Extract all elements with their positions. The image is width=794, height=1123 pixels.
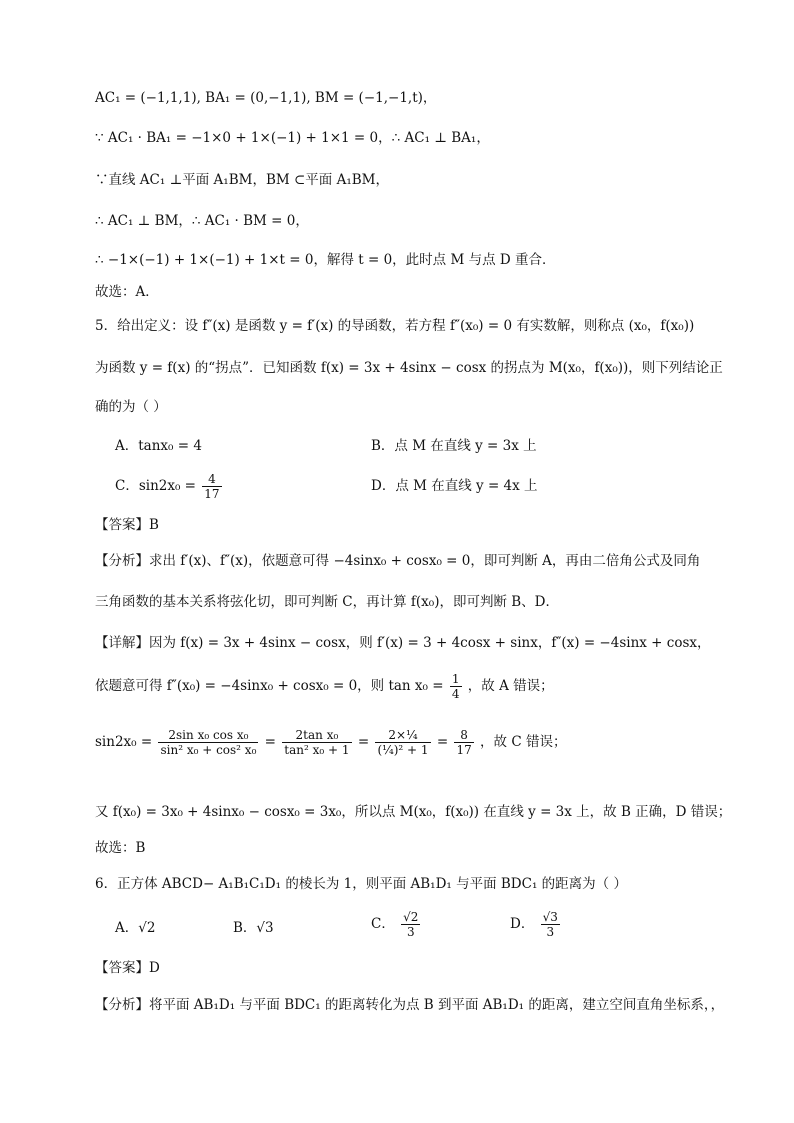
numerator: 1 <box>451 672 460 686</box>
q5-option-b: B．点 M 在直线 y = 3x 上 <box>371 438 537 454</box>
fraction-4 <box>454 728 473 757</box>
q6-option-b: B．√3 <box>233 920 274 936</box>
answer-value: B <box>149 517 159 533</box>
answer-tag: 【答案】 <box>95 517 149 532</box>
analysis-text: 求出 f′(x)、f″(x)，依题意可得 −4sinx₀ + cosx₀ = 0，即可判断 A，再由二倍角公式及同角 <box>149 553 701 569</box>
detail-text: 依题意可得 f″(x₀) = −4sinx₀ + cosx₀ = 0，则 tan x₀ = <box>95 678 444 694</box>
denominator: 4 <box>451 687 460 701</box>
denominator: (¼)² + 1 <box>377 743 429 757</box>
analysis-5-line-2: 三角函数的基本关系将弦化切，即可判断 C，再计算 f(x₀)，即可判断 B、D． <box>95 594 560 610</box>
detail-text: ，故 A 错误； <box>467 678 554 694</box>
fraction-3 <box>375 728 430 757</box>
q6-option-c-prefix: C． <box>371 916 395 932</box>
answer-6 <box>95 958 160 978</box>
detail-tag: 【详解】 <box>95 635 149 650</box>
detail-5-line-2 <box>95 672 554 701</box>
detail-5-line-4: 又 f(x₀) = 3x₀ + 4sinx₀ − cosx₀ = 3x₀，所以点 M(x₀，f(x₀)) 在直线 y = 3x 上，故 B 正确，D 错误； <box>95 804 732 820</box>
detail-text: sin2x₀ = <box>95 734 153 750</box>
q6-option-d-prefix: D． <box>510 916 535 932</box>
solution-line-dot-zero: ∴ AC₁ ⊥ BM，∴ AC₁ · BM = 0， <box>95 213 309 229</box>
q5-option-c-fraction <box>202 472 221 501</box>
q5-option-d: D．点 M 在直线 y = 4x 上 <box>371 478 538 494</box>
analysis-6 <box>95 995 724 1015</box>
solution-line-solve-t: ∴ −1×(−1) + 1×(−1) + 1×t = 0，解得 t = 0，此时点 M 与点 D 重合． <box>95 252 556 268</box>
q5-option-c <box>115 472 224 501</box>
fraction-2 <box>282 728 351 757</box>
detail-text: ，故 C 错误； <box>480 734 567 750</box>
analysis-tag: 【分析】 <box>95 553 149 568</box>
question-5-line-3: 确的为（ ） <box>95 399 167 415</box>
denominator: 17 <box>204 487 220 501</box>
question-6: 6．正方体 ABCD− A₁B₁C₁D₁ 的棱长为 1，则平面 AB₁D₁ 与平面 BDC₁ 的距离为（ ） <box>95 876 627 892</box>
numerator: 2sin x₀ cos x₀ <box>158 728 258 743</box>
answer-value: D <box>149 960 160 976</box>
numerator: √2 <box>403 910 419 924</box>
answer-tag: 【答案】 <box>95 960 149 975</box>
answer-5 <box>95 515 159 535</box>
solution-line-perpendicular: ∵直线 AC₁ ⊥平面 A₁BM，BM ⊂平面 A₁BM， <box>95 172 390 188</box>
q6-option-d-fraction <box>541 910 560 939</box>
solution-line-choose-a: 故选：A． <box>95 284 159 300</box>
detail-text: 因为 f(x) = 3x + 4sinx − cosx，则 f′(x) = 3 + 4cosx + sinx，f″(x) = −4sinx + cosx， <box>149 635 711 651</box>
question-5-line-1: 5．给出定义：设 f″(x) 是函数 y = f′(x) 的导函数，若方程 f″(x₀) = 0 有实数解，则称点 (x₀，f(x₀)) <box>95 318 695 334</box>
solution-line-dot-product: ∵ AC₁ · BA₁ = −1×0 + 1×(−1) + 1×1 = 0，∴ AC₁ ⊥ BA₁， <box>95 130 490 146</box>
numerator: √3 <box>542 910 558 924</box>
denominator: 17 <box>456 743 472 757</box>
fraction-1 <box>158 728 258 757</box>
denominator: 3 <box>406 925 415 939</box>
analysis-5-line-1 <box>95 551 700 571</box>
tan-fraction <box>450 672 462 701</box>
detail-5-line-5: 故选：B <box>95 840 146 856</box>
numerator: 2tan x₀ <box>282 728 351 743</box>
q6-option-c-fraction <box>401 910 420 939</box>
denominator: 3 <box>546 925 555 939</box>
analysis-text: 将平面 AB₁D₁ 与平面 BDC₁ 的距离转化为点 B 到平面 AB₁D₁ 的距离，建立空间直角坐标系，， <box>149 997 725 1013</box>
analysis-tag: 【分析】 <box>95 997 149 1012</box>
question-5-line-2: 为函数 y = f(x) 的“拐点”．已知函数 f(x) = 3x + 4sinx − cosx 的拐点为 M(x₀，f(x₀))，则下列结论正 <box>95 360 723 376</box>
numerator: 8 <box>454 728 473 743</box>
q5-option-a: A．tanx₀ = 4 <box>115 438 202 454</box>
numerator: 2×¼ <box>375 728 430 743</box>
q6-option-d <box>510 910 562 939</box>
solution-line-vectors: AC₁ = (−1,1,1), BA₁ = (0,−1,1), BM = (−1,−1,t)， <box>95 90 437 106</box>
q6-option-c <box>371 910 422 939</box>
denominator: tan² x₀ + 1 <box>284 743 350 757</box>
q6-option-a: A．√2 <box>115 920 156 936</box>
detail-5-line-1 <box>95 633 711 653</box>
detail-5-line-3: sin2x₀ = $\frac{\text{2sin x₀ cos x₀}}{\text{sin² x₀ + cos² x₀}}$ = $\frac{\text{2tan x₀}}{\text{tan² x₀ + 1}}$ = $\frac{\text{2×¼}}{\text{(¼)² + 1}}$ = $\frac{8}{17}$ ，故 C 错误； <box>95 728 567 757</box>
q5-option-c-prefix: C．sin2x₀ = <box>115 478 196 494</box>
numerator: 4 <box>202 472 221 487</box>
denominator: sin² x₀ + cos² x₀ <box>160 743 257 757</box>
